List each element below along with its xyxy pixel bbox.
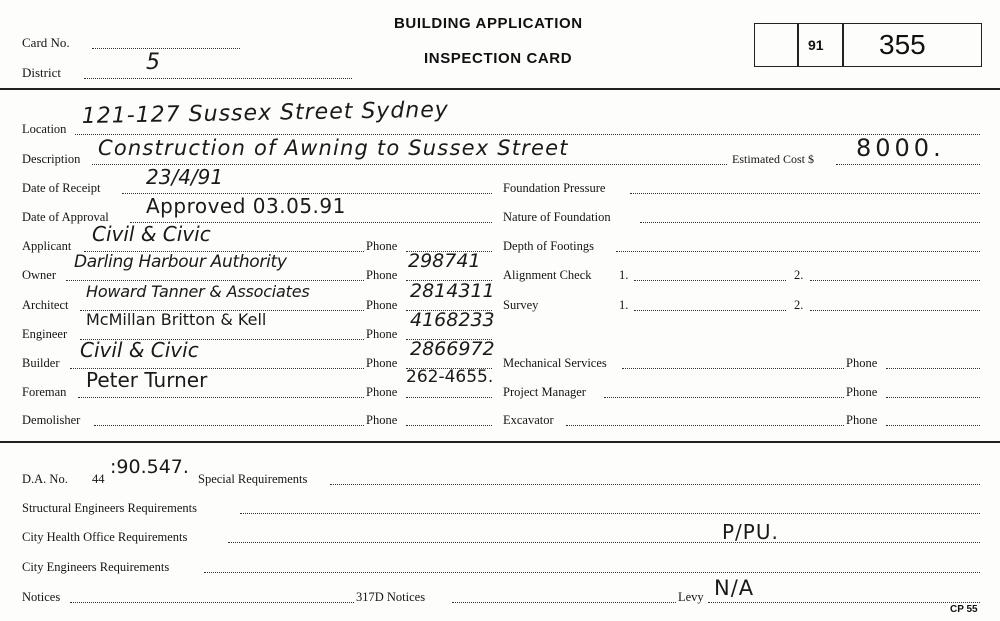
da-no-label: D.A. No.: [22, 472, 68, 486]
engineer-phone-value: 4168233: [410, 309, 495, 331]
architect-value: Howard Tanner & Associates: [86, 282, 310, 301]
project-manager-label: Project Manager: [503, 385, 586, 399]
notices-317d-label: 317D Notices: [356, 590, 426, 604]
notices-label: Notices: [22, 590, 61, 604]
foreman-phone-line[interactable]: [406, 397, 492, 398]
form-title: BUILDING APPLICATION: [394, 15, 583, 32]
engineer-value: McMillan Britton & Kell: [86, 310, 267, 329]
project-manager-phone-label: Phone: [846, 385, 878, 399]
reference-number: 355: [879, 29, 926, 60]
foreman-phone-label: Phone: [366, 385, 398, 399]
da-no-value: :90.547.: [110, 456, 189, 478]
demolisher-label: Demolisher: [22, 413, 81, 427]
top-rule: [0, 88, 1000, 90]
mechanical-services-phone-line[interactable]: [886, 368, 980, 369]
form-code: CP 55: [950, 604, 978, 615]
alignment-check-line-2[interactable]: [810, 280, 980, 281]
foreman-value: Peter Turner: [86, 368, 208, 392]
mechanical-services-label: Mechanical Services: [503, 356, 607, 370]
notices-line[interactable]: [70, 602, 354, 603]
depth-of-footings-label: Depth of Footings: [503, 239, 594, 253]
architect-phone-value: 2814311: [410, 280, 495, 302]
owner-line[interactable]: [66, 280, 364, 281]
reference-divider-2: [842, 23, 844, 67]
survey-line-1[interactable]: [634, 310, 786, 311]
owner-value: Darling Harbour Authority: [74, 252, 287, 272]
nature-of-foundation-line[interactable]: [640, 222, 980, 223]
project-manager-phone-line[interactable]: [886, 397, 980, 398]
form-subtitle: INSPECTION CARD: [424, 50, 573, 67]
notices-317d-line[interactable]: [452, 602, 676, 603]
foundation-pressure-label: Foundation Pressure: [503, 181, 606, 195]
date-of-receipt-value: 23/4/91: [146, 165, 224, 189]
nature-of-foundation-label: Nature of Foundation: [503, 210, 611, 224]
builder-value: Civil & Civic: [80, 338, 199, 362]
alignment-check-item-1: 1.: [619, 268, 629, 282]
special-requirements-label: Special Requirements: [198, 472, 308, 486]
survey-line-2[interactable]: [810, 310, 980, 311]
owner-label: Owner: [22, 268, 57, 282]
owner-phone-value: 298741: [408, 250, 481, 272]
demolisher-phone-line[interactable]: [406, 425, 492, 426]
description-value: Construction of Awning to Sussex Street: [98, 136, 569, 160]
location-line[interactable]: [75, 134, 980, 135]
excavator-phone-label: Phone: [846, 413, 878, 427]
owner-phone-label: Phone: [366, 268, 398, 282]
survey-item-2: 2.: [794, 298, 804, 312]
estimated-cost-label: Estimated Cost $: [732, 152, 814, 166]
foundation-pressure-line[interactable]: [630, 193, 980, 194]
card-no-line[interactable]: [92, 48, 240, 49]
structural-engineers-line[interactable]: [240, 513, 980, 514]
reference-divider-1: [797, 23, 799, 67]
survey-item-1: 1.: [619, 298, 629, 312]
engineer-label: Engineer: [22, 327, 68, 341]
builder-phone-value: 2866972: [410, 338, 495, 360]
builder-phone-label: Phone: [366, 356, 398, 370]
estimated-cost-line[interactable]: [836, 164, 980, 165]
structural-engineers-label: Structural Engineers Requirements: [22, 501, 197, 515]
district-value: 5: [146, 50, 160, 75]
architect-phone-label: Phone: [366, 298, 398, 312]
city-health-line[interactable]: [228, 542, 980, 543]
location-label: Location: [22, 122, 67, 136]
applicant-phone-label: Phone: [366, 239, 398, 253]
description-label: Description: [22, 152, 81, 166]
engineer-phone-label: Phone: [366, 327, 398, 341]
blank-line[interactable]: [503, 339, 980, 340]
date-of-receipt-label: Date of Receipt: [22, 181, 101, 195]
foreman-label: Foreman: [22, 385, 67, 399]
alignment-check-item-2: 2.: [794, 268, 804, 282]
alignment-check-line-1[interactable]: [634, 280, 786, 281]
architect-label: Architect: [22, 298, 69, 312]
date-of-approval-label: Date of Approval: [22, 210, 109, 224]
estimated-cost-value: 8000.: [856, 134, 945, 162]
city-engineers-line[interactable]: [204, 572, 980, 573]
applicant-value: Civil & Civic: [92, 222, 211, 246]
reference-box: [754, 23, 982, 67]
alignment-check-label: Alignment Check: [503, 268, 592, 282]
mechanical-services-line[interactable]: [622, 368, 844, 369]
city-health-label: City Health Office Requirements: [22, 530, 188, 544]
levy-value: N/A: [714, 576, 755, 600]
district-label: District: [22, 65, 61, 80]
reference-year: 91: [808, 37, 824, 53]
city-health-value: P/PU.: [722, 520, 779, 544]
excavator-line[interactable]: [566, 425, 844, 426]
demolisher-line[interactable]: [94, 425, 364, 426]
excavator-label: Excavator: [503, 413, 554, 427]
mechanical-services-phone-label: Phone: [846, 356, 878, 370]
card-no-label: Card No.: [22, 35, 70, 50]
project-manager-line[interactable]: [604, 397, 844, 398]
foreman-phone-value: 262-4655.: [406, 367, 494, 387]
levy-line[interactable]: [708, 602, 980, 603]
demolisher-phone-label: Phone: [366, 413, 398, 427]
special-requirements-line[interactable]: [330, 484, 980, 485]
foreman-line[interactable]: [78, 397, 364, 398]
applicant-label: Applicant: [22, 239, 72, 253]
da-no-prefix: 44: [92, 472, 105, 486]
location-value: 121-127 Sussex Street Sydney: [81, 97, 450, 129]
depth-of-footings-line[interactable]: [616, 251, 980, 252]
date-of-approval-value: Approved 03.05.91: [146, 194, 346, 218]
survey-label: Survey: [503, 298, 539, 312]
builder-label: Builder: [22, 356, 60, 370]
excavator-phone-line[interactable]: [886, 425, 980, 426]
levy-label: Levy: [678, 590, 704, 604]
city-engineers-label: City Engineers Requirements: [22, 560, 170, 574]
district-line[interactable]: [84, 78, 352, 79]
middle-rule: [0, 441, 1000, 443]
